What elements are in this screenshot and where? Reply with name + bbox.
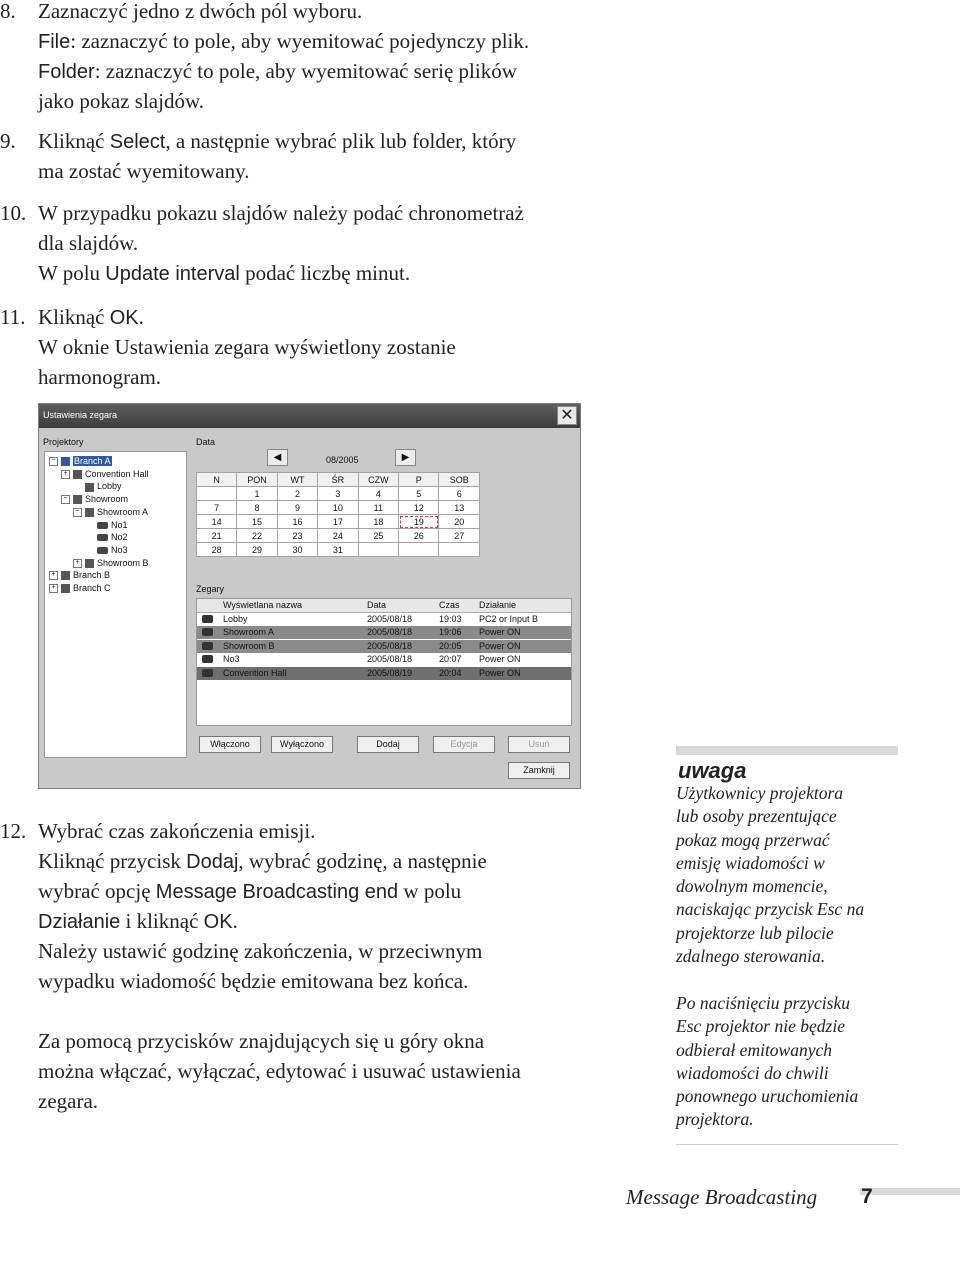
tree-node[interactable] [49, 455, 112, 467]
clock-settings-dialog [38, 403, 581, 789]
note-line: projektorze lub pilocie [676, 922, 834, 943]
collapse-icon[interactable]: − [61, 495, 70, 504]
note-line: Po naciśnięciu przycisku [676, 993, 850, 1013]
note-paragraph [676, 992, 858, 1132]
step-text: Kliknąć [38, 305, 110, 329]
group-icon [61, 457, 70, 466]
tree-node[interactable] [85, 531, 128, 543]
step-text: W oknie Ustawienia zegara wyświetlony zostanie [38, 335, 456, 359]
calendar-day[interactable]: 15 [237, 515, 278, 529]
tree-node-label: Showroom A [97, 506, 149, 517]
step-text: Kliknąć przycisk [38, 849, 187, 873]
step-text: wypadku wiadomość będzie emitowana bez końca. [38, 969, 469, 993]
ui-term: Message Broadcasting end [155, 881, 399, 903]
weekday-header: PON [237, 473, 278, 487]
tree-node-label: Showroom [85, 494, 129, 505]
table-row[interactable] [197, 667, 571, 680]
calendar-day[interactable]: 4 [358, 487, 399, 501]
calendar-day[interactable]: 19 [399, 515, 439, 529]
projector-icon [202, 669, 213, 677]
tree-node-label: No3 [111, 544, 128, 555]
step-text: W polu [38, 261, 106, 285]
calendar-grid[interactable] [196, 472, 480, 557]
footer-bar [860, 1188, 960, 1195]
note-line: dowolnym momencie, [676, 876, 828, 897]
expand-icon[interactable]: + [49, 584, 58, 593]
note-line: Esc projektor nie będzie [676, 1016, 845, 1037]
calendar-day [358, 543, 399, 557]
calendar-day[interactable]: 3 [318, 487, 358, 501]
weekday-header: ŚR [318, 473, 358, 487]
calendar-day[interactable]: 13 [439, 501, 480, 515]
group-icon [85, 483, 94, 492]
weekday-header: P [399, 473, 439, 487]
clock-list[interactable] [196, 598, 572, 726]
disable-button[interactable]: Wyłączono [271, 736, 333, 753]
group-icon [85, 508, 94, 517]
step-text: Wybrać czas zakończenia emisji. [38, 819, 316, 843]
note-line: lub osoby prezentujące [676, 806, 837, 827]
weekday-header: SOB [439, 473, 480, 487]
note-line: zdalnego sterowania. [676, 946, 826, 967]
projector-icon [202, 615, 213, 623]
delete-button[interactable]: Usuń [508, 736, 570, 753]
tree-node-label: No2 [111, 532, 128, 543]
step-text: podać liczbę minut. [239, 261, 411, 285]
date-label: Data [196, 437, 216, 447]
projector-icon [202, 655, 213, 663]
projector-icon [202, 628, 213, 636]
note-line: odbierał emitowanych [676, 1039, 833, 1060]
step-text: Zaznaczyć jedno z dwóch pól wyboru. [38, 0, 363, 23]
step-text: W przypadku pokazu slajdów należy podać chronometraż [38, 201, 524, 225]
table-cell: 20:05 [439, 640, 462, 651]
table-cell: 2005/08/18 [367, 614, 413, 624]
calendar-day [439, 543, 480, 557]
close-icon[interactable]: ✕ [557, 406, 577, 425]
weekday-header: WT [277, 473, 317, 487]
note-divider [676, 746, 898, 755]
projector-icon [97, 522, 108, 529]
calendar-day[interactable]: 31 [318, 543, 358, 557]
calendar-day[interactable]: 16 [277, 515, 317, 529]
note-line: pokaz mogą przerwać [676, 829, 830, 850]
paragraph-text: Za pomocą przycisków znajdujących się u góry okna [38, 1029, 485, 1053]
table-cell: Lobby [223, 614, 248, 624]
note-paragraph [676, 782, 864, 968]
tree-node[interactable] [73, 557, 149, 569]
column-header[interactable]: Działanie [479, 600, 517, 610]
calendar-day [399, 543, 439, 557]
step-number: 11. [0, 305, 26, 329]
step-text: . [138, 305, 144, 329]
table-cell: 2005/08/19 [367, 667, 413, 678]
calendar-day[interactable]: 11 [358, 501, 399, 515]
table-cell: Power ON [479, 654, 521, 665]
tree-node[interactable] [49, 582, 111, 594]
expand-icon[interactable]: + [49, 571, 58, 580]
step-text: i kliknąć [120, 909, 204, 933]
enable-button[interactable]: Włączono [199, 736, 261, 753]
group-icon [85, 559, 94, 568]
projector-icon [97, 534, 108, 541]
table-cell: Showroom A [223, 627, 275, 638]
step-text: Kliknąć [38, 129, 110, 153]
note-line: projektora. [676, 1109, 754, 1130]
calendar-day[interactable]: 27 [439, 529, 480, 543]
projector-tree[interactable] [44, 451, 187, 758]
ui-term: OK [203, 911, 233, 933]
table-cell: 20:07 [439, 654, 462, 665]
ui-term: File [38, 31, 71, 53]
step-number: 8. [0, 0, 16, 23]
table-row[interactable] [197, 653, 571, 666]
group-icon [61, 584, 70, 593]
step-number: 10. [0, 201, 27, 225]
calendar-day[interactable]: 21 [197, 529, 237, 543]
table-cell: 20:04 [439, 667, 462, 678]
step-text: wybrać opcję [38, 879, 156, 903]
collapse-icon[interactable]: − [73, 508, 82, 517]
tree-node-label: Branch A [74, 456, 111, 466]
group-icon [61, 571, 70, 580]
step-text: jako pokaz slajdów. [38, 89, 205, 113]
tree-node[interactable] [49, 569, 110, 581]
note-rule [676, 1144, 898, 1145]
tree-node-label: No1 [111, 519, 128, 530]
calendar-day[interactable]: 7 [197, 501, 237, 515]
note-heading: uwaga [678, 758, 747, 783]
month-label: 08/2005 [326, 455, 359, 465]
note-line: emisję wiadomości w [676, 852, 825, 873]
tree-node[interactable] [73, 480, 122, 492]
calendar-day[interactable]: 8 [237, 501, 278, 515]
clocks-label: Zegary [196, 584, 225, 594]
table-cell: Power ON [479, 640, 521, 651]
expand-icon[interactable]: + [61, 470, 70, 479]
edit-button[interactable]: Edycja [433, 736, 495, 753]
step-text: ma zostać wyemitowany. [38, 159, 250, 183]
calendar-day[interactable]: 5 [399, 487, 439, 501]
table-cell: Showroom B [223, 640, 275, 651]
step-text: dla slajdów. [38, 231, 139, 255]
tree-node[interactable] [85, 544, 128, 556]
table-row[interactable] [197, 640, 571, 653]
close-dialog-button[interactable]: Zamknij [508, 762, 570, 779]
tree-node-label: Branch C [73, 583, 111, 593]
calendar-day[interactable]: 20 [439, 515, 480, 529]
weekday-header: CZW [358, 473, 399, 487]
prev-month-button[interactable]: ◀ [267, 449, 288, 466]
column-header[interactable]: Czas [439, 600, 460, 610]
collapse-icon[interactable]: − [49, 457, 58, 466]
note-line: ponownego uruchomienia [676, 1086, 859, 1107]
calendar-day[interactable]: 10 [318, 501, 358, 515]
paragraph-text: można włączać, wyłączać, edytować i usuwać ustawienia [38, 1059, 521, 1083]
calendar-day[interactable]: 14 [197, 515, 237, 529]
table-row[interactable] [197, 613, 571, 626]
note-line: wiadomości do chwili [676, 1062, 829, 1083]
tree-node-label: Branch B [73, 570, 111, 581]
ui-term: Działanie [38, 911, 121, 933]
footer-title: Message Broadcasting [626, 1185, 818, 1209]
step-number: 12. [0, 819, 27, 843]
tree-node[interactable] [85, 519, 128, 531]
table-cell: 19:03 [439, 614, 462, 624]
step-text: . [232, 909, 238, 933]
paragraph-text: zegara. [38, 1089, 99, 1113]
step-text: w polu [398, 879, 462, 903]
calendar-day[interactable]: 2 [277, 487, 317, 501]
calendar-day[interactable]: 23 [277, 529, 317, 543]
step-text: , wybrać godzinę, a następnie [238, 849, 487, 873]
dialog-title: Ustawienia zegara [43, 410, 118, 420]
calendar-day[interactable]: 12 [399, 501, 439, 515]
table-cell: No3 [223, 654, 240, 665]
column-header[interactable]: Wyświetlana nazwa [223, 600, 302, 610]
tree-node[interactable] [61, 493, 128, 505]
calendar-day[interactable]: 24 [318, 529, 358, 543]
weekday-header: N [197, 473, 237, 487]
tree-node[interactable] [73, 506, 148, 518]
next-month-button[interactable]: ▶ [395, 449, 416, 466]
table-cell: 2005/08/18 [367, 627, 413, 638]
dialog-title-bar [39, 404, 580, 428]
calendar-day[interactable]: 26 [399, 529, 439, 543]
ui-term: OK [109, 307, 139, 329]
calendar-day[interactable]: 29 [237, 543, 278, 557]
projector-icon [97, 547, 108, 554]
note-line: Użytkownicy projektora [676, 783, 844, 803]
table-row[interactable] [197, 626, 571, 639]
table-cell: 2005/08/18 [367, 654, 413, 665]
calendar-day[interactable]: 17 [318, 515, 358, 529]
step-text: harmonogram. [38, 365, 162, 389]
step-text: Należy ustawić godzinę zakończenia, w przeciwnym [38, 939, 483, 963]
table-cell: 2005/08/18 [367, 640, 413, 651]
tree-node-label: Lobby [97, 481, 122, 492]
calendar-day[interactable]: 25 [358, 529, 399, 543]
ui-term: Folder [38, 61, 95, 83]
tree-node-label: Convention Hall [85, 468, 149, 479]
step-number: 9. [0, 129, 16, 153]
step-text: : zaznaczyć to pole, aby wyemitować pojedynczy plik. [70, 29, 530, 53]
add-button[interactable]: Dodaj [357, 736, 419, 753]
list-header [197, 599, 571, 613]
group-icon [73, 495, 82, 504]
calendar-day[interactable]: 30 [277, 543, 317, 557]
table-cell: Power ON [479, 667, 521, 678]
page-number: 7 [861, 1185, 873, 1208]
calendar-day[interactable]: 6 [439, 487, 480, 501]
note-line: naciskając przycisk Esc na [676, 899, 865, 920]
ui-term: Dodaj [186, 851, 239, 873]
ui-term: Select [109, 131, 166, 153]
calendar-day[interactable]: 28 [197, 543, 237, 557]
projector-icon [202, 642, 213, 650]
calendar-day[interactable]: 1 [237, 487, 278, 501]
calendar-day[interactable]: 18 [358, 515, 399, 529]
ui-term: Update interval [105, 263, 240, 285]
step-text: : zaznaczyć to pole, aby wyemitować serię plików [94, 59, 517, 83]
table-cell: Convention Hall [223, 667, 287, 678]
calendar-day[interactable]: 22 [237, 529, 278, 543]
expand-icon[interactable]: + [73, 559, 82, 568]
tree-node[interactable] [61, 468, 149, 480]
calendar-day[interactable]: 9 [277, 501, 317, 515]
projectors-label: Projektory [43, 437, 84, 447]
tree-node-label: Showroom B [97, 557, 149, 568]
calendar-day [197, 487, 237, 501]
group-icon [73, 470, 82, 479]
table-cell: PC2 or Input B [479, 614, 539, 624]
table-cell: Power ON [479, 627, 521, 638]
step-text: , a następnie wybrać plik lub folder, który [165, 129, 517, 153]
column-header[interactable]: Data [367, 600, 387, 610]
table-cell: 19:06 [439, 627, 462, 638]
